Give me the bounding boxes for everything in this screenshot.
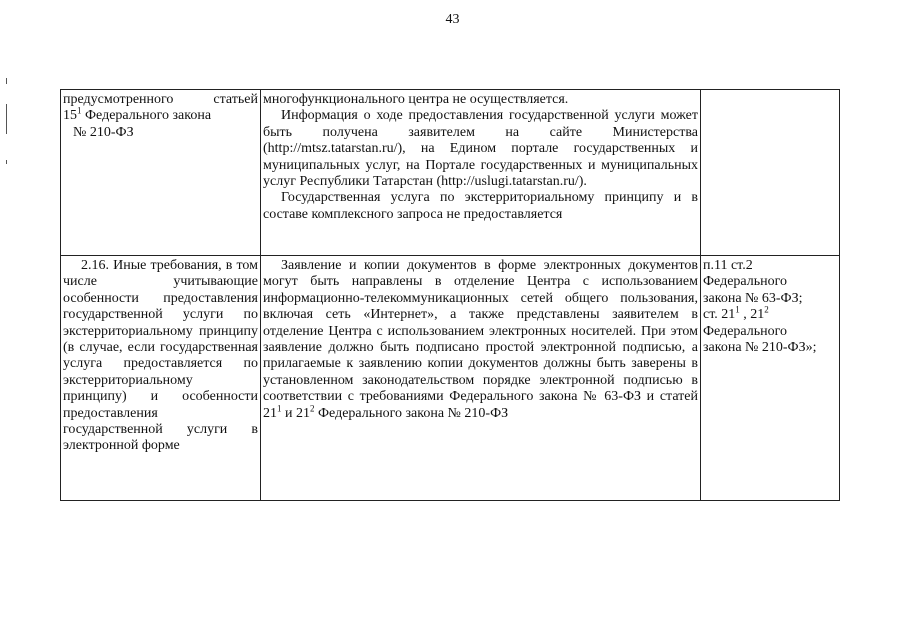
table-cell-legal-ref [701,90,840,256]
superscript: 1 [277,403,282,413]
table-row [61,256,840,501]
paragraph: Государственная услуга по экстерриториальному принципу и в составе комплексного запроса не предоставляется [263,190,698,222]
superscript: 1 [735,304,740,315]
cell-text-line [703,304,837,323]
cell-text: и 21 [281,405,310,421]
superscript: 1 [77,105,82,116]
cell-text-line: закона № 210-ФЗ»; [703,340,817,356]
table-cell-basis [61,90,261,256]
cell-text: Федерального закона № 210-ФЗ [314,405,509,421]
table-cell-basis [61,256,261,501]
table-row [61,90,840,256]
paragraph: Информация о ходе предоставления государственной услуги может быть получена заявителем на сайте Министерства (http://mtsz.tatarstan.ru/), на Едином портале государственных и муниципальных услуг, на Портале государственных и муниципальных услуг Республики Татарстан (http://uslugi.tatarstan.ru/). [263,108,698,190]
cell-text: , 21 [739,307,765,323]
cell-text-line: № 210-ФЗ [73,124,134,140]
margin-mark [6,160,7,164]
cell-text-line: предусмотренного статьей [63,92,258,107]
cell-text-line [63,105,258,124]
page-number: 43 [445,12,460,27]
paragraph: многофункционального центра не осуществляется. [263,92,569,107]
superscript: 2 [310,403,315,413]
cell-text: ст. 21 [703,307,736,323]
cell-text-line: п.11 ст.2 [703,258,753,273]
requirements-table [60,89,840,501]
cell-text-line: Федерального [703,323,788,339]
table-cell-legal-ref [701,256,840,501]
cell-text-line: закона № 63-ФЗ; [703,290,803,306]
cell-text: Заявление и копии документов в форме электронных документов могут быть направлены в отделение Центра с использованием информационно-телекоммуникационных сетей общего пользования, включая сеть «Интернет», а также представлены заявителем в отделение Центра с использованием электронных носителей. При этом заявление должно быть подписано простой электронной подписью, а прилагаемые к заявлению копии документов должны быть заверены в установленном законодательством порядке электронной подписью в соответствии с требованиями Федерального закона № 63-ФЗ и статей 21 [263,258,698,421]
margin-mark [6,78,7,84]
cell-text: 15 [63,108,77,124]
margin-mark [6,104,7,134]
cell-text-line: Федерального [703,274,788,290]
table-cell-content [261,256,701,501]
superscript: 2 [764,304,769,315]
paragraph [263,258,698,422]
paragraph: 2.16. Иные требования, в том числе учитывающие особенности предоставления государственной услуги по экстерриториальному принципу (в случае, если государственная услуга предоставляется по экстерриториальному принципу) и особенности предоставления государственной услуги в электронной форме [63,258,258,454]
cell-text: Федерального закона [81,108,212,124]
table-cell-content [261,90,701,256]
